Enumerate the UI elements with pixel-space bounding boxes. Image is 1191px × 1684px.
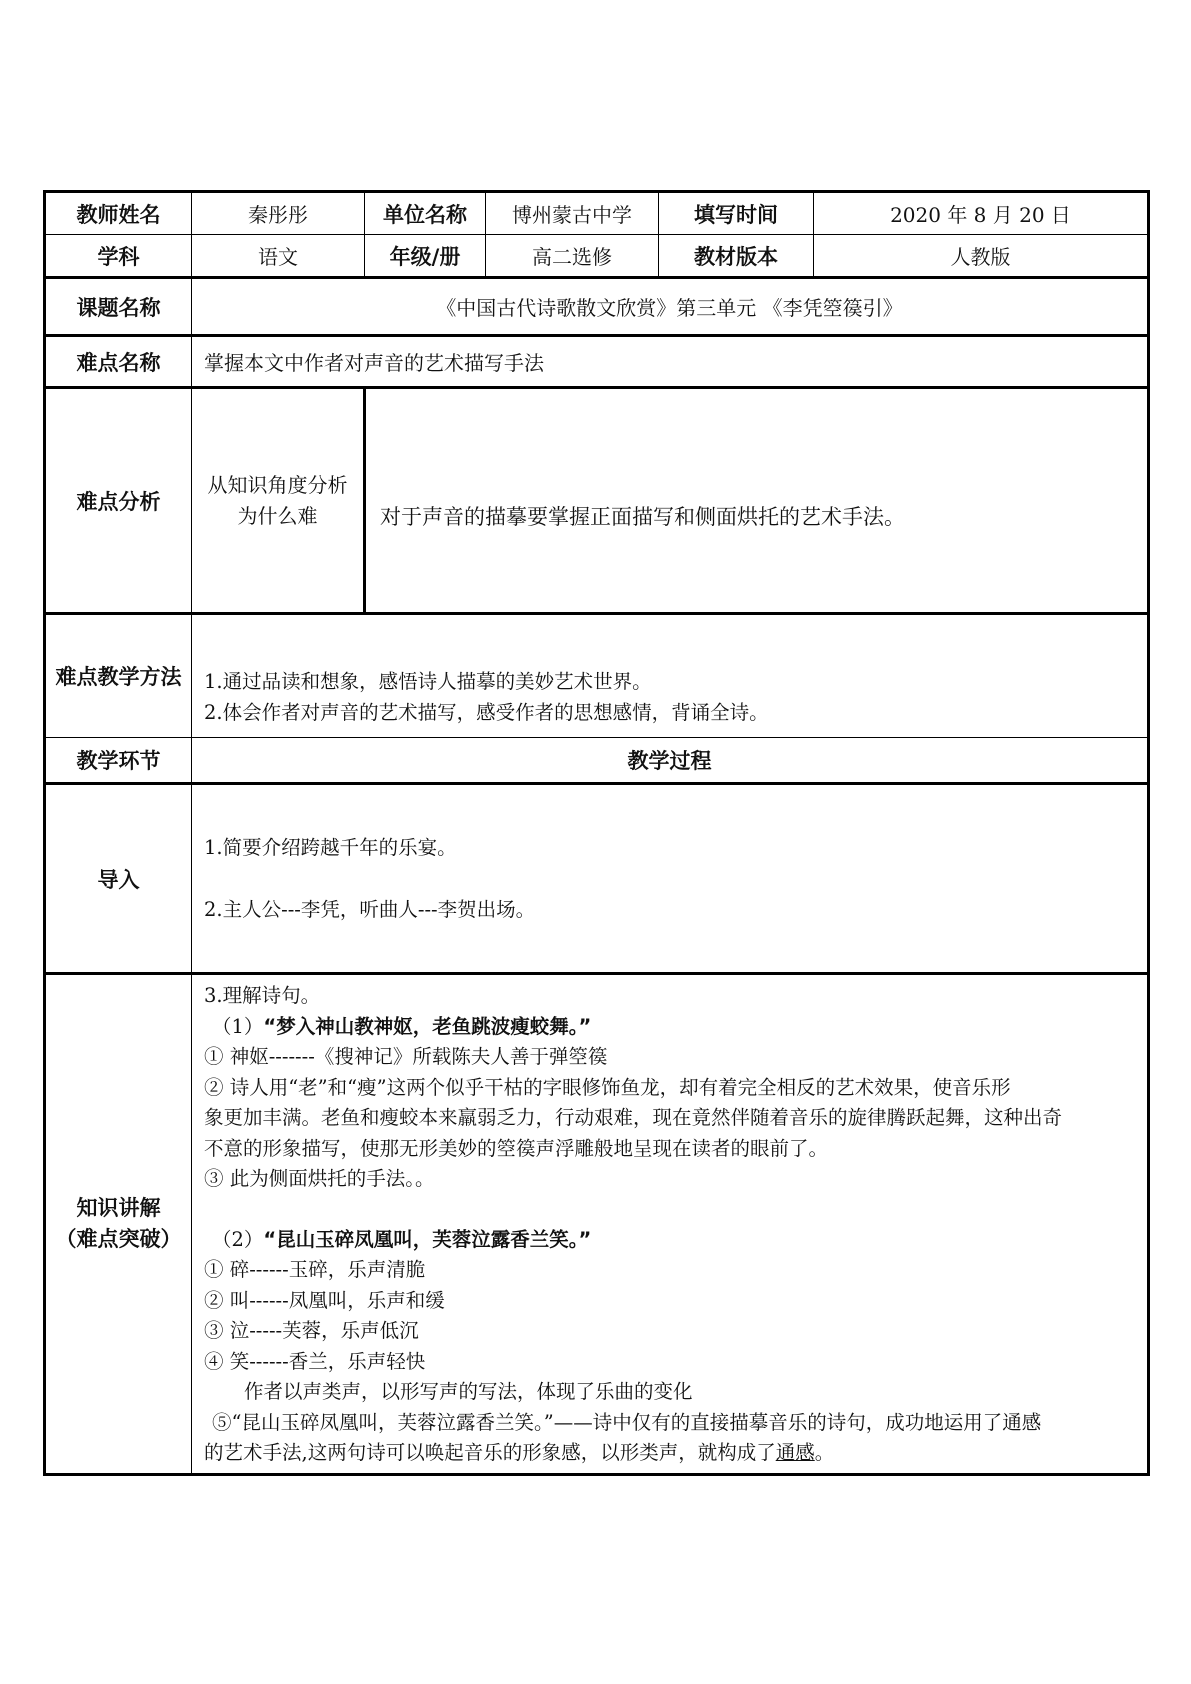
teacher-value: 秦彤彤 (192, 192, 365, 235)
poem-quote-2: “昆山玉碎凤凰叫，芙蓉泣露香兰笑。” (263, 1227, 592, 1251)
topic-value: 《中国古代诗歌散文欣赏》第三单元 《李凭箜篌引》 (192, 278, 1149, 336)
knowledge-line: ② 诗人用“老”和“瘦”这两个似乎干枯的字眼修饰鱼龙，却有着完全相反的艺术效果，使音乐形 (204, 1075, 1011, 1099)
knowledge-line: 作者以声类声，以形写声的写法，体现了乐曲的变化 (244, 1380, 693, 1403)
intro-item-2: 2.主人公---李凭，听曲人---李贺出场。 (204, 898, 536, 921)
knowledge-line: ② 叫------凤凰叫，乐声和缓 (204, 1288, 445, 1312)
grade-value: 高二选修 (486, 235, 659, 278)
knowledge-label-line2: （难点突破） (55, 1226, 182, 1251)
stage-header: 教学环节 (45, 738, 192, 784)
knowledge-line: ④ 笑------香兰，乐声轻快 (204, 1349, 426, 1373)
intro-list (192, 784, 1149, 974)
subject-value: 语文 (192, 235, 365, 278)
textbook-value: 人教版 (814, 235, 1149, 278)
intro-label: 导入 (45, 784, 192, 974)
knowledge-content (192, 974, 1149, 1475)
knowledge-line: ③ 泣-----芙蓉，乐声低沉 (204, 1319, 419, 1342)
difficulty-value: 掌握本文中作者对声音的艺术描写手法 (192, 336, 1149, 388)
method-item-1: 1.通过品读和想象，感悟诗人描摹的美妙艺术世界。 (204, 670, 652, 693)
analysis-sub-label-line2: 为什么难 (237, 503, 318, 528)
analysis-value: 对于声音的描摹要掌握正面描写和侧面烘托的艺术手法。 (365, 388, 1149, 614)
lesson-plan-table (43, 190, 1147, 1476)
date-label: 填写时间 (659, 192, 814, 235)
knowledge-line-prefix: （2） (212, 1227, 264, 1251)
grade-label: 年级/册 (365, 235, 486, 278)
knowledge-line: ① 神妪-------《搜神记》所载陈夫人善于弹箜篌 (204, 1045, 608, 1068)
unit-label: 单位名称 (365, 192, 486, 235)
analysis-label: 难点分析 (45, 388, 192, 614)
poem-quote-1: “梦入神山教神妪，老鱼跳波瘦蛟舞。” (263, 1014, 592, 1038)
knowledge-line-prefix: 的艺术手法,这两句诗可以唤起音乐的形象感，以形类声，就构成了 (204, 1441, 776, 1464)
teacher-label: 教师姓名 (45, 192, 192, 235)
process-header: 教学过程 (192, 738, 1149, 784)
method-item-2: 2.体会作者对声音的艺术描写，感受作者的思想感情，背诵全诗。 (204, 701, 769, 724)
knowledge-line: ⑤“昆山玉碎凤凰叫，芙蓉泣露香兰笑。”——诗中仅有的直接描摹音乐的诗句，成功地运用了通感 (212, 1410, 1042, 1434)
knowledge-line (204, 1438, 1137, 1469)
knowledge-line: 不意的形象描写，使那无形美妙的箜篌声浮雕般地呈现在读者的眼前了。 (204, 1136, 829, 1160)
textbook-label: 教材版本 (659, 235, 814, 278)
difficulty-label: 难点名称 (45, 336, 192, 388)
analysis-sub-label (192, 388, 365, 614)
intro-item-1: 1.简要介绍跨越千年的乐宴。 (204, 836, 457, 859)
topic-label: 课题名称 (45, 278, 192, 336)
knowledge-line-prefix: （1） (212, 1014, 264, 1038)
knowledge-label-line1: 知识讲解 (76, 1195, 161, 1220)
knowledge-line: ③ 此为侧面烘托的手法。。 (204, 1167, 435, 1190)
knowledge-line: 3.理解诗句。 (204, 984, 321, 1007)
date-value: 2020 年 8 月 20 日 (814, 192, 1149, 235)
subject-label: 学科 (45, 235, 192, 278)
knowledge-line: 象更加丰满。老鱼和瘦蛟本来羸弱乏力，行动艰难，现在竟然伴随着音乐的旋律腾跃起舞，这种出奇 (204, 1106, 1063, 1129)
knowledge-line-suffix: 。 (814, 1441, 835, 1464)
knowledge-label (45, 974, 192, 1475)
knowledge-line: ① 碎------玉碎，乐声清脆 (204, 1258, 426, 1281)
unit-value: 博州蒙古中学 (486, 192, 659, 235)
knowledge-line (204, 1012, 1137, 1043)
method-label: 难点教学方法 (45, 614, 192, 738)
underlined-term: 通感 (775, 1441, 815, 1464)
analysis-sub-label-line1: 从知识角度分析 (207, 472, 348, 497)
knowledge-blank-line (204, 1195, 1137, 1225)
knowledge-line (204, 1225, 1137, 1256)
method-list (192, 614, 1149, 738)
